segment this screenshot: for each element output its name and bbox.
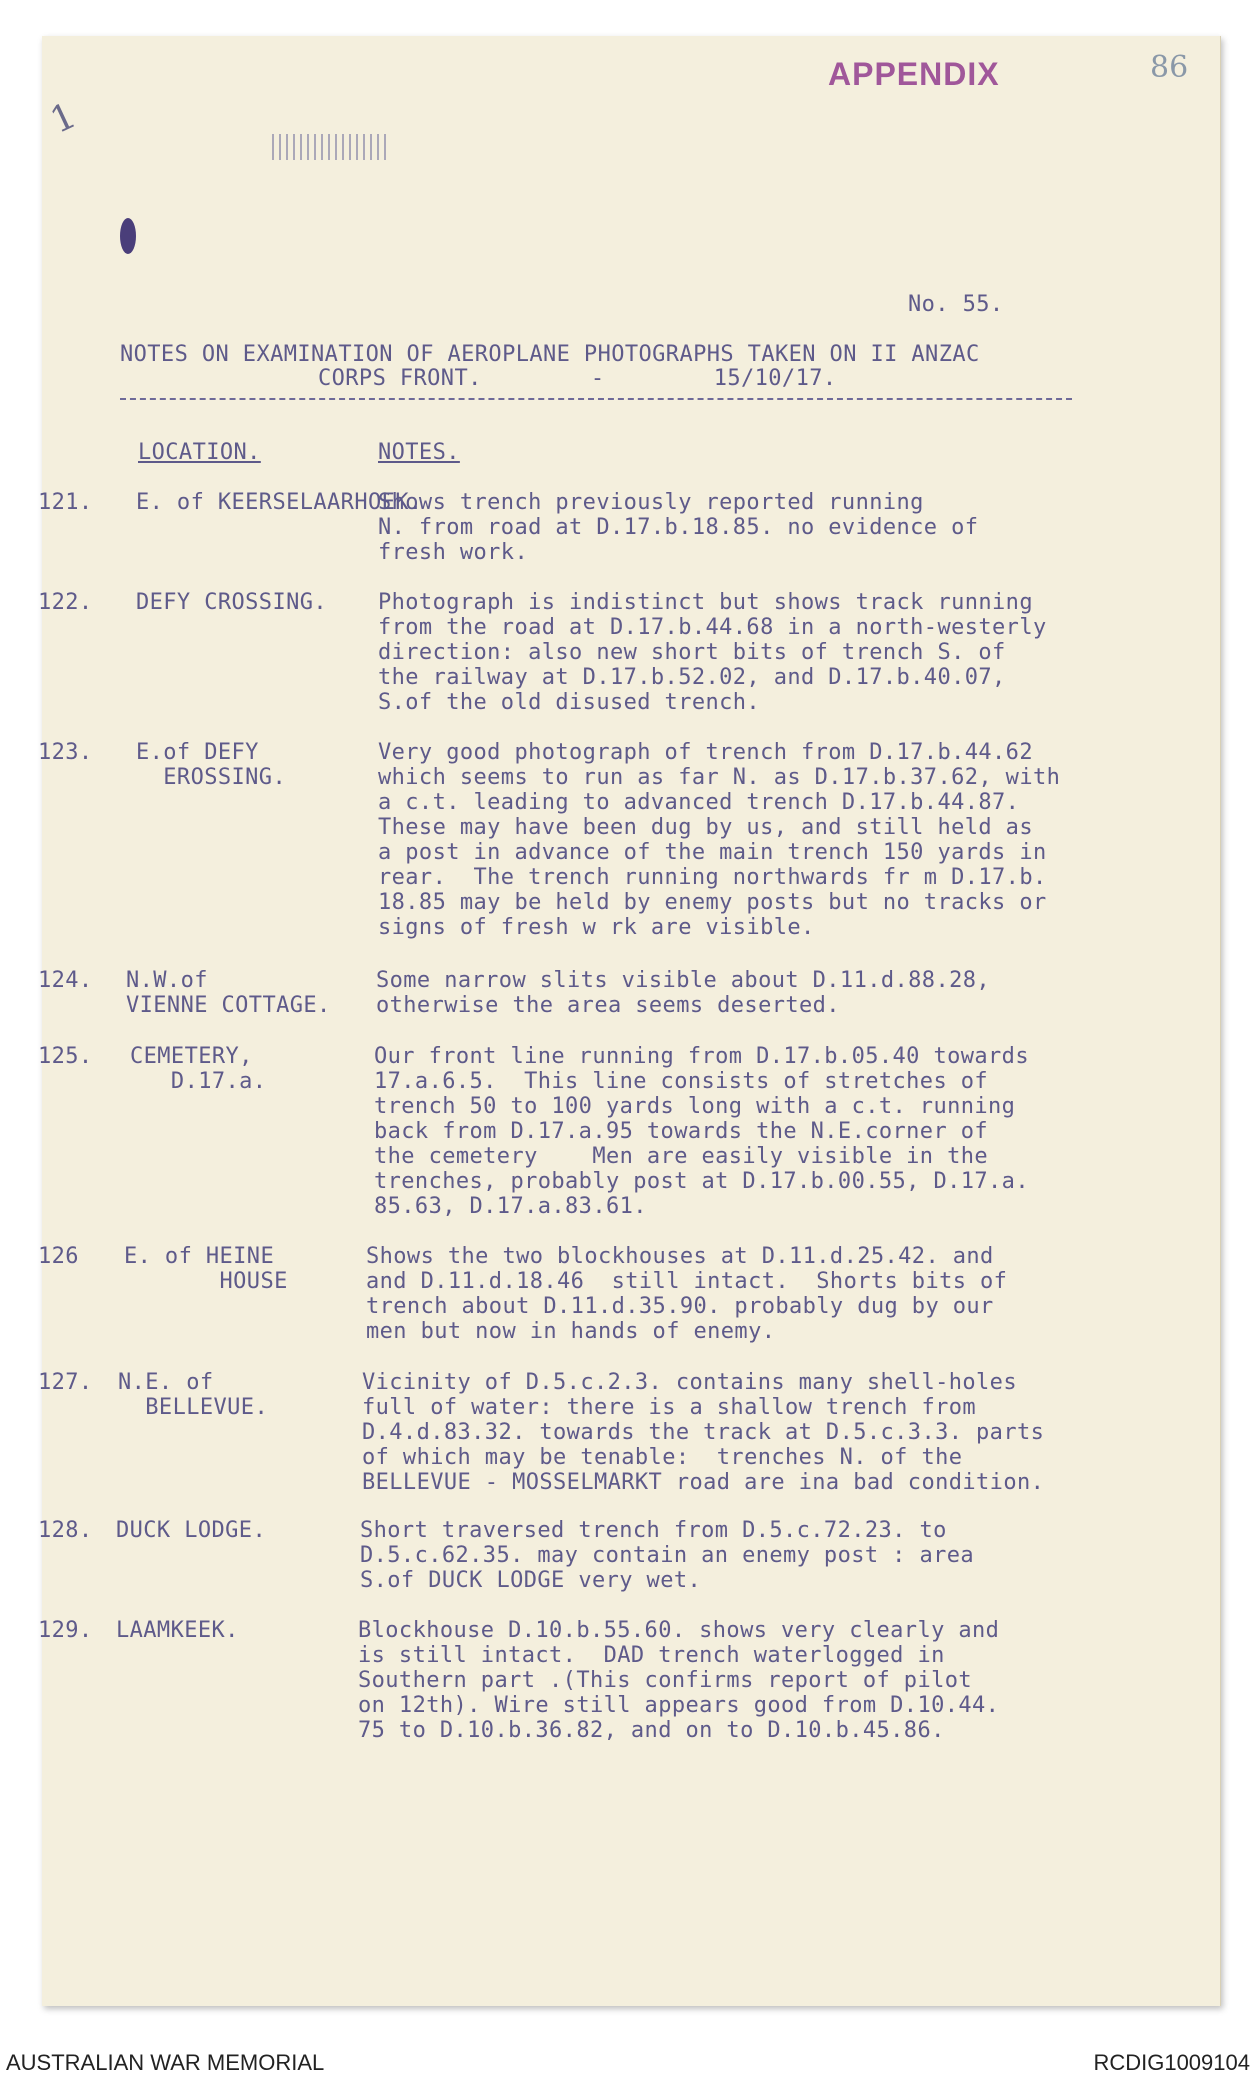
- entry-125-location: CEMETERY, D.17.a.: [130, 1044, 267, 1094]
- location-header: LOCATION.: [138, 440, 261, 465]
- entry-121-notes: Shows trench previously reported running N. from road at D.17.b.18.85. no evidence of fresh work.: [378, 490, 979, 565]
- entry-124-location: N.W.of VIENNE COTTAGE.: [126, 968, 331, 1018]
- entry-126-notes: Shows the two blockhouses at D.11.d.25.42. and and D.11.d.18.46 still intact. Shorts bits of trench about D.11.d.35.90. probably dug by our men but now in hands of enemy.: [366, 1244, 1008, 1344]
- entry-129-number: 129.: [38, 1618, 93, 1643]
- entry-122-location: DEFY CROSSING.: [136, 590, 328, 615]
- entry-121-location: E. of KEERSELAARHOEK.: [136, 490, 423, 515]
- tick-marks-decoration: [272, 134, 390, 160]
- entry-121-number: 121.: [38, 490, 93, 515]
- title-line-1: NOTES ON EXAMINATION OF AEROPLANE PHOTOGRAPHS TAKEN ON II ANZAC: [120, 342, 980, 367]
- notes-header: NOTES.: [378, 440, 460, 465]
- entry-126-location: E. of HEINE HOUSE: [124, 1244, 288, 1294]
- entry-123-number: 123.: [38, 740, 93, 765]
- entry-122-notes: Photograph is indistinct but shows track running from the road at D.17.b.44.68 in a north-westerly direction: also new short bits of trench S. of the railway at D.17.b.52.02, and D.17.b.40.07, S.of the old disused trench.: [378, 590, 1047, 715]
- entry-125-notes: Our front line running from D.17.b.05.40 towards 17.a.6.5. This line consists of stretches of trench 50 to 100 yards long with a c.t. running back from D.17.a.95 towards the N.E.corner of the cemetery Men are easily visible in the trenches, probably post at D.17.b.00.55, D.17.a. 85.63, D.17.a.83.61.: [374, 1044, 1029, 1219]
- appendix-stamp: APPENDIX: [828, 56, 1000, 92]
- title-rule: [120, 398, 1072, 400]
- ink-blot: [120, 218, 136, 254]
- archive-credit: AUSTRALIAN WAR MEMORIAL: [6, 2050, 325, 2075]
- entry-129-location: LAAMKEEK.: [116, 1618, 239, 1643]
- corner-mark: 1: [44, 95, 83, 142]
- entry-123-notes: Very good photograph of trench from D.17.b.44.62 which seems to run as far N. as D.17.b.37.62, with a c.t. leading to advanced trench D.17.b.44.87. These may have been dug by us, and still held as a post in advance of the main trench 150 yards in rear. The trench running northwards fr m D.17.b. 18.85 may be held by enemy posts but no tracks or signs of fresh w rk are visible.: [378, 740, 1061, 940]
- entry-123-location: E.of DEFY EROSSING.: [136, 740, 287, 790]
- entry-126-number: 126: [38, 1244, 79, 1269]
- entry-124-number: 124.: [38, 968, 93, 993]
- entry-129-notes: Blockhouse D.10.b.55.60. shows very clearly and is still intact. DAD trench waterlogged in Southern part .(This confirms report of pilot on 12th). Wire still appears good from D.10.44. 75 to D.10.b.36.82, and on to D.10.b.45.86.: [358, 1618, 1000, 1743]
- entry-128-notes: Short traversed trench from D.5.c.72.23. to D.5.c.62.35. may contain an enemy post : area S.of DUCK LODGE very wet.: [360, 1518, 975, 1593]
- entry-128-number: 128.: [38, 1518, 93, 1543]
- entry-127-notes: Vicinity of D.5.c.2.3. contains many shell-holes full of water: there is a shallow trench from D.4.d.83.32. towards the track at D.5.c.3.3. parts of which may be tenable: trenches N. of the BELLEVUE - MOSSELMARKT road are ina bad condition.: [362, 1370, 1045, 1495]
- entry-124-notes: Some narrow slits visible about D.11.d.88.28, otherwise the area seems deserted.: [376, 968, 991, 1018]
- entry-125-number: 125.: [38, 1044, 93, 1069]
- entry-122-number: 122.: [38, 590, 93, 615]
- document-number: No. 55.: [908, 292, 1004, 317]
- page-number: 86: [1150, 50, 1189, 85]
- entry-127-number: 127.: [38, 1370, 93, 1395]
- title-line-2: CORPS FRONT. - 15/10/17.: [318, 366, 837, 391]
- entry-128-location: DUCK LODGE.: [116, 1518, 267, 1543]
- entry-127-location: N.E. of BELLEVUE.: [118, 1370, 269, 1420]
- archive-id: RCDIG1009104: [1093, 2050, 1250, 2075]
